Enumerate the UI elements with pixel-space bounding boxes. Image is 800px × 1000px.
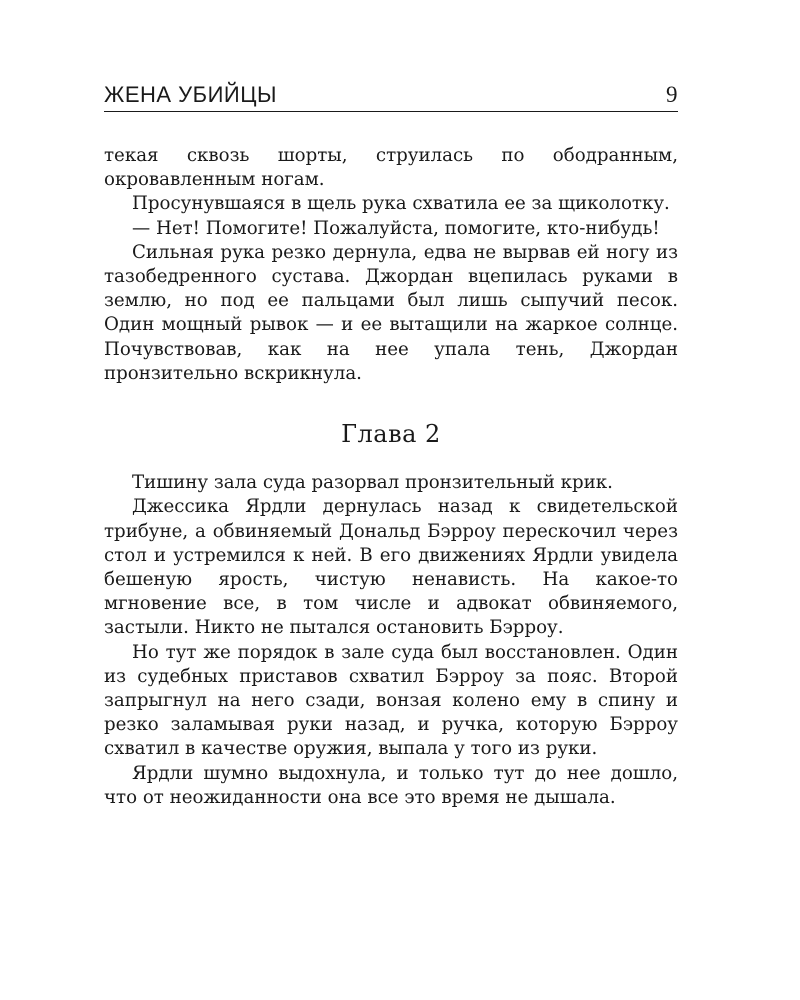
paragraph: Джессика Ярдли дернулась назад к свидетельской трибуне, а обвиняемый Дональд Бэрроу перескочил через стол и устремился к ней. В его движениях Ярдли увидела бешеную ярость, чистую ненависть. На какое-то мгновение все, в том числе и адвокат обвиняемого, застыли. Никто не пытался остановить Бэрроу. [104, 496, 678, 639]
running-header [104, 82, 678, 112]
paragraph: Сильная рука резко дернула, едва не вырвав ей ногу из тазобедренного сустава. Джордан вцепилась руками в землю, но под ее пальцами был лишь сыпучий песок. Один мощный рывок — и ее вытащили на жаркое солнце. Почувствовав, как на нее упала тень, Джордан пронзительно вскрикнула. [104, 241, 678, 384]
paragraph: Но тут же порядок в зале суда был восстановлен. Один из судебных приставов схватил Бэрроу за пояс. Второй запрыгнул на него сзади, вонзая колено ему в спину и резко заламывая руки назад, и ручка, которую Бэрроу схватил в качестве оружия, выпала у того из руки. [104, 641, 678, 760]
paragraph: Ярдли шумно выдохнула, и только тут до нее дошло, что от неожиданности она все это время не дышала. [104, 762, 678, 808]
paragraph: Просунувшаяся в щель рука схватила ее за щиколотку. [132, 193, 670, 215]
book-title: ЖЕНА УБИЙЦЫ [104, 82, 277, 107]
book-page [104, 82, 678, 810]
body-text [104, 144, 678, 810]
paragraph: текая сквозь шорты, струилась по ободранным, окровавленным ногам. [104, 145, 678, 191]
paragraph: — Нет! Помогите! Пожалуйста, помогите, кто-нибудь! [132, 217, 660, 239]
page-number: 9 [666, 82, 678, 107]
paragraph: Тишину зала суда разорвал пронзительный крик. [132, 472, 613, 494]
chapter-heading: Глава 2 [341, 420, 441, 449]
